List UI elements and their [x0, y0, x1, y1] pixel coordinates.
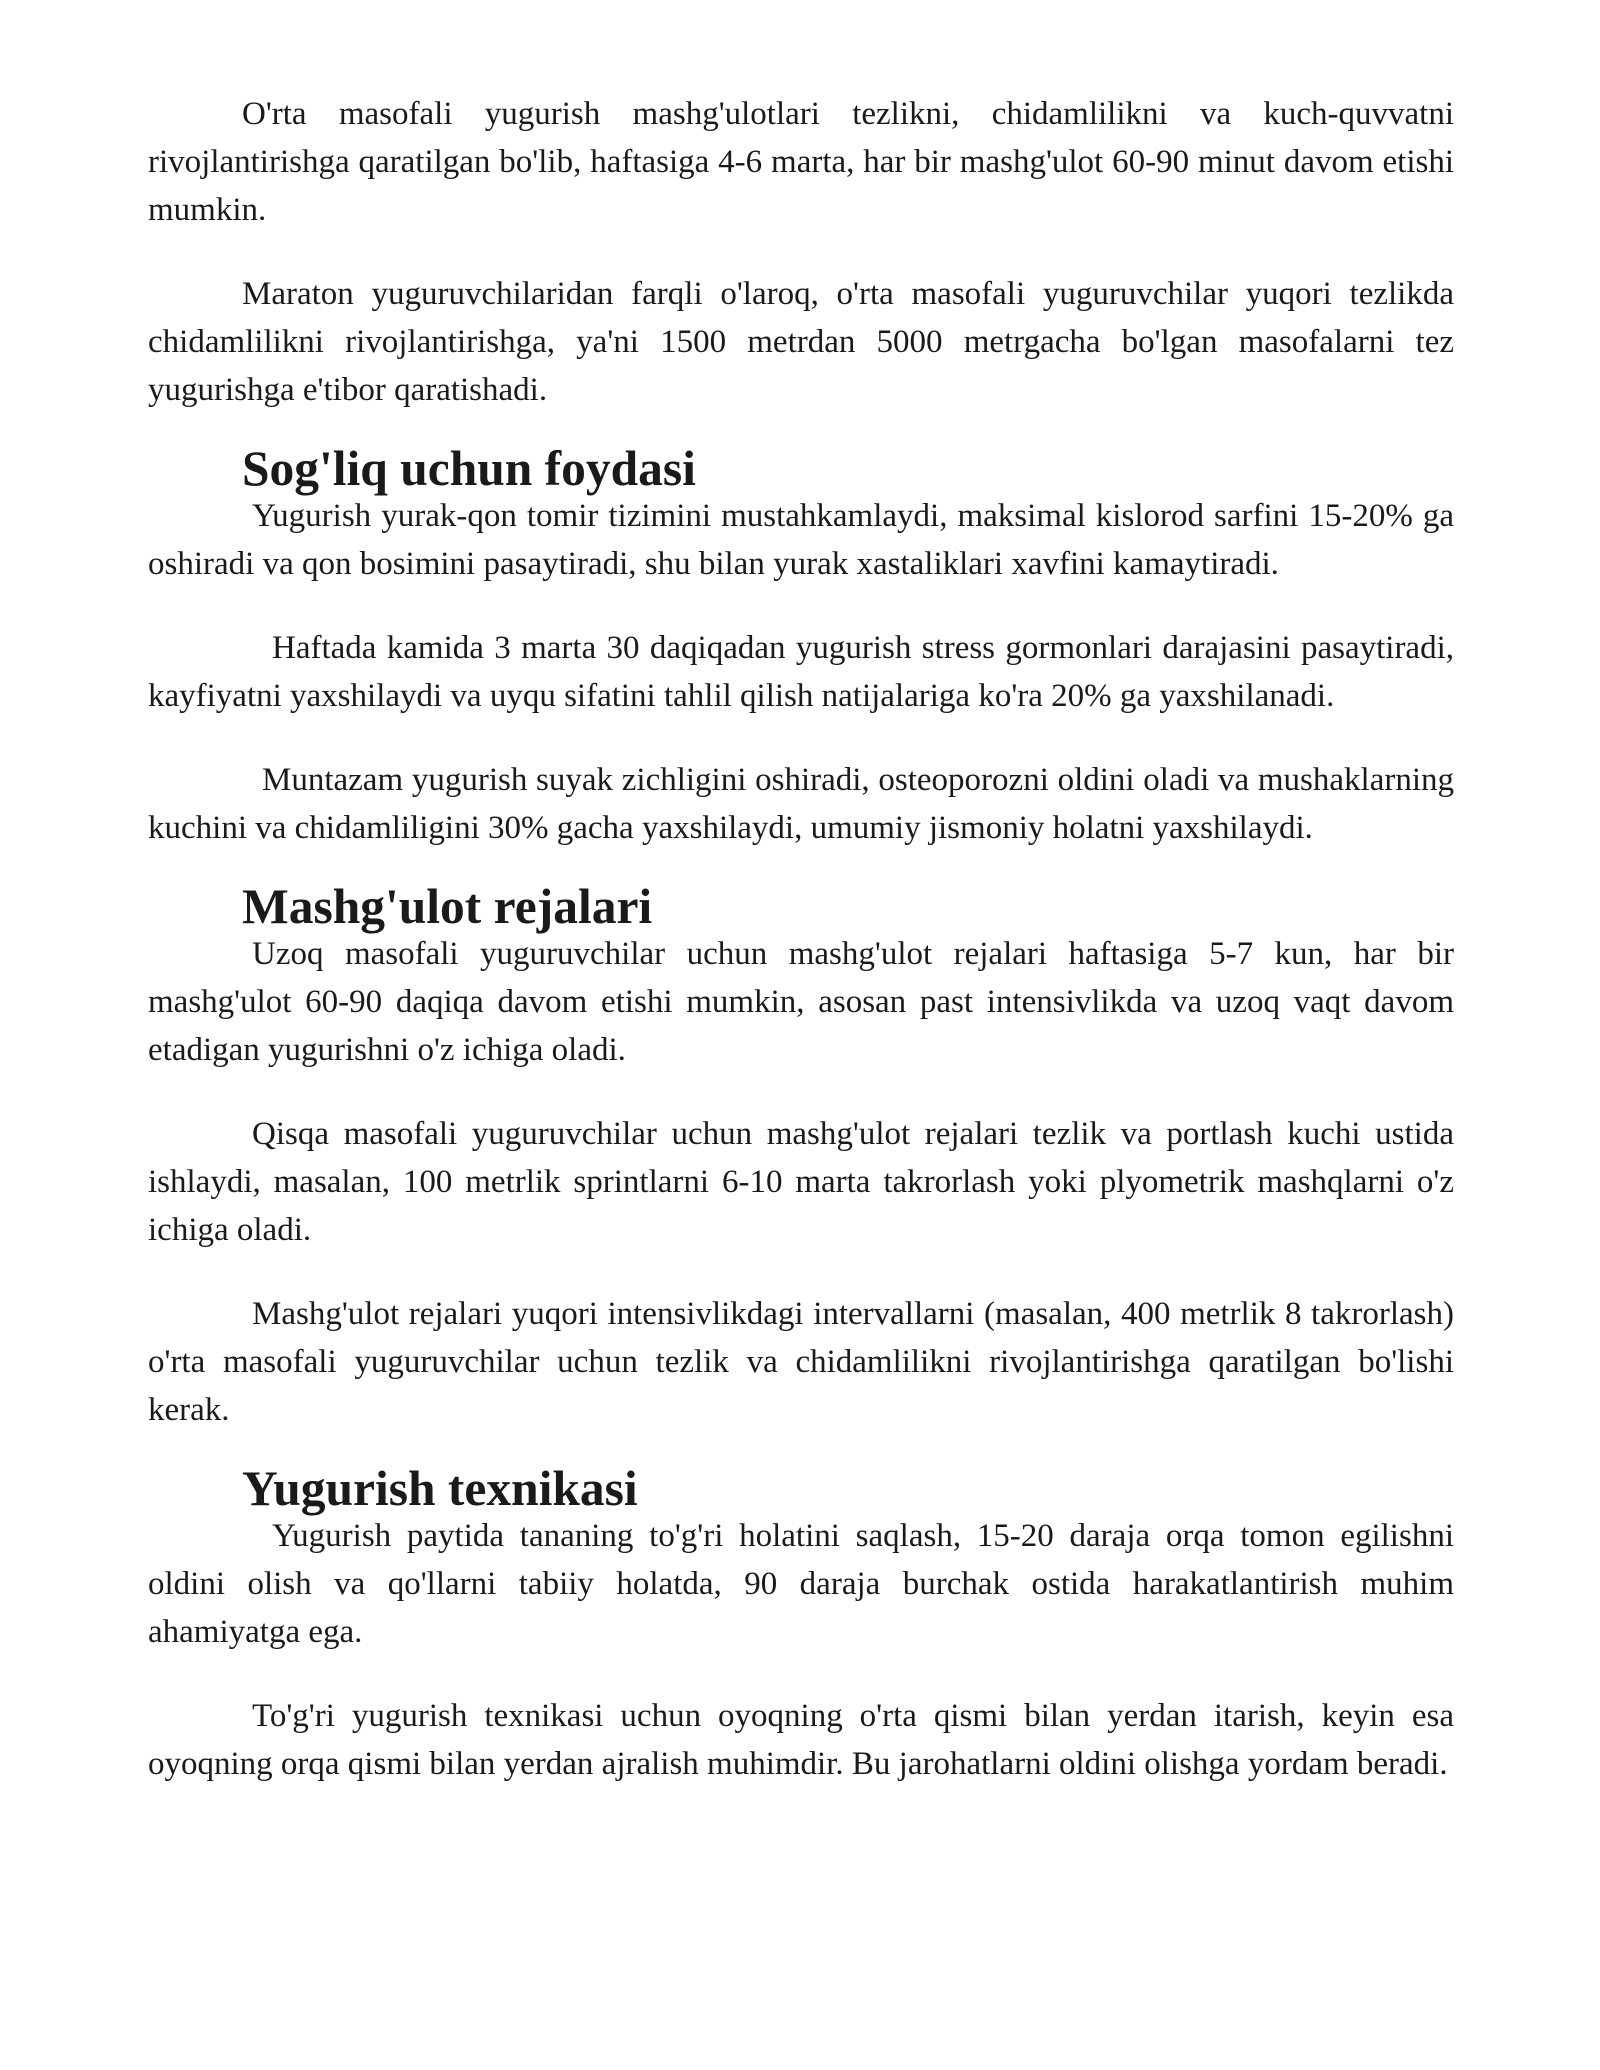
health-paragraph-3: Muntazam yugurish suyak zichligini oshiradi, osteoporozni oldini oladi va mushaklarning kuchini va chidamliligini 30% gacha yaxshilaydi, umumiy jismoniy holatni yaxshilaydi. — [148, 762, 1454, 846]
training-paragraph-3: Mashg'ulot rejalari yuqori intensivlikdagi intervallarni (masalan, 400 metrlik 8 takrorlash) o'rta masofali yuguruvchilar uchun tezlik va chidamlilikni rivojlantirishga qaratilgan bo'lishi kerak. — [148, 1296, 1454, 1428]
training-paragraph-2: Qisqa masofali yuguruvchilar uchun mashg'ulot rejalari tezlik va portlash kuchi ustida ishlaydi, masalan, 100 metrlik sprintlarni 6-10 marta takrorlash yoki plyometrik mashqlarni o'z ichiga oladi. — [148, 1116, 1454, 1248]
technique-paragraph-2: To'g'ri yugurish texnikasi uchun oyoqning o'rta qismi bilan yerdan itarish, keyin esa oyoqning orqa qismi bilan yerdan ajralish muhimdir. Bu jarohatlarni oldini olishga yordam beradi. — [148, 1698, 1454, 1782]
technique-paragraph-1: Yugurish paytida tananing to'g'ri holatini saqlash, 15-20 daraja orqa tomon egilishni oldini olish va qo'llarni tabiiy holatda, 90 daraja burchak ostida harakatlantirish muhim ahamiyatga ega. — [148, 1518, 1454, 1650]
health-paragraph-1: Yugurish yurak-qon tomir tizimini mustahkamlaydi, maksimal kislorod sarfini 15-20% ga oshiradi va qon bosimini pasaytiradi, shu bilan yurak xastaliklari xavfini kamaytiradi. — [148, 498, 1454, 582]
intro-paragraph-2: Maraton yuguruvchilaridan farqli o'laroq, o'rta masofali yuguruvchilar yuqori tezlikda chidamlilikni rivojlantirishga, ya'ni 1500 metrdan 5000 metrgacha bo'lgan masofalarni tez yugurishga e'tibor qaratishadi. — [148, 276, 1454, 408]
health-paragraph-2: Haftada kamida 3 marta 30 daqiqadan yugurish stress gormonlari darajasini pasaytiradi, kayfiyatni yaxshilaydi va uyqu sifatini tahlil qilish natijalariga ko'ra 20% ga yaxshilanadi. — [148, 630, 1454, 714]
section-heading-training-plans: Mashg'ulot rejalari — [242, 879, 653, 934]
section-heading-technique: Yugurish texnikasi — [242, 1461, 638, 1516]
section-heading-health: Sog'liq uchun foydasi — [242, 441, 696, 496]
document-body — [148, 90, 1454, 1788]
intro-paragraph-1: O'rta masofali yugurish mashg'ulotlari tezlikni, chidamlilikni va kuch-quvvatni rivojlantirishga qaratilgan bo'lib, haftasiga 4-6 marta, har bir mashg'ulot 60-90 minut davom etishi mumkin. — [148, 96, 1454, 228]
training-paragraph-1: Uzoq masofali yuguruvchilar uchun mashg'ulot rejalari haftasiga 5-7 kun, har bir mashg'ulot 60-90 daqiqa davom etishi mumkin, asosan past intensivlikda va uzoq vaqt davom etadigan yugurishni o'z ichiga oladi. — [148, 936, 1454, 1068]
